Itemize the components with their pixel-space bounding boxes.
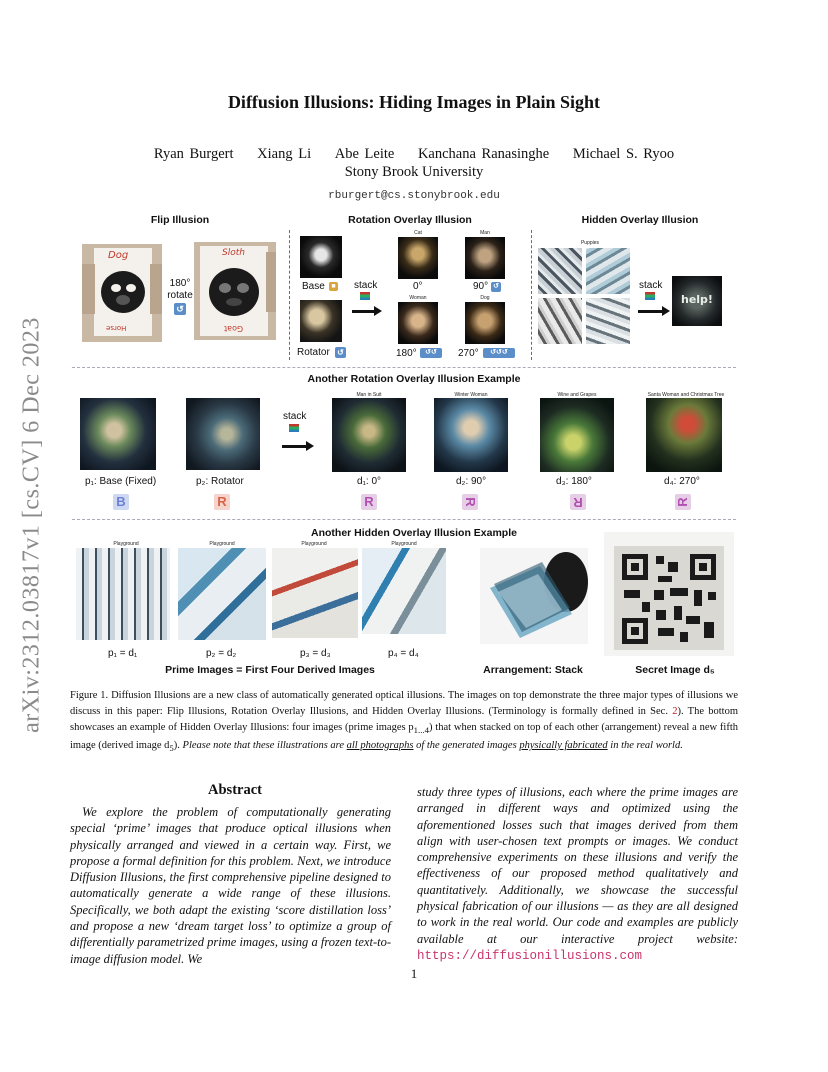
arrow-right [638,310,664,313]
secret-image-subtitle: Secret Image d₅ [635,664,715,676]
author-name: Ryan Burgert [153,146,234,162]
section-divider [72,367,736,368]
prime-images-subtitle: Prime Images = First Four Derived Images [165,664,375,676]
caption-sub: 5 [169,743,174,754]
rotation-example-image [80,398,156,470]
image-label: d₄: 270° [664,476,700,487]
rotate-word: rotate [167,290,193,301]
abstract-right-column [417,784,738,964]
caption-sub: 1...4 [413,725,429,736]
abstract-heading: Abstract [208,782,262,798]
arxiv-stamp [12,290,52,760]
rotation-example-image [646,398,722,472]
output-caption: Man in Suit [356,392,382,398]
separator-dashed [531,230,532,360]
stack-icon [289,424,299,432]
playground-image [362,548,446,634]
flip-card2-text-bottom: Goat [224,324,244,333]
section-reference-link[interactable]: 2 [672,706,678,717]
output-caption: Santa Woman and Christmas Tree [647,392,725,398]
angle-label: 90° [473,281,489,292]
author-name: Kanchana Ranasinghe [417,146,550,162]
output-caption: Woman [409,295,427,301]
angle-label: 0° [413,281,423,292]
angle-label: 270° [458,348,479,359]
image-label: p₁: Base (Fixed) [85,476,157,487]
arrangement-subtitle: Arrangement: Stack [483,664,583,676]
hidden-caption: Puppies [580,240,600,246]
project-website-link[interactable]: https://diffusionillusions.com [417,948,643,963]
author-name: Xiang Li [257,146,312,162]
flip-card-dog [82,244,162,342]
caption-lead: Figure 1. Diffusion Illusions are a new class of automatically generated optical illusions. The images on top demonstrate the three major types of illusions we discuss in this paper: Flip Illusions, Rotation Overlay Illusions, and Hidden Overlay Illusions. (Terminology is formally defined in Sec. [70,690,738,717]
arxiv-stamp-text: arXiv:2312.03817v1 [cs.CV] 6 Dec 2023 [18,317,45,733]
prime-caption: Playground [209,541,235,547]
output-caption: Dog [480,295,490,301]
prime-image [586,248,630,294]
stack-label: stack [639,280,663,291]
image-label: p₁ = d₁ [108,648,138,659]
letter-b-icon: B [113,494,129,510]
caption-middle3: ). [173,740,183,752]
letter-r-icon: R [675,494,691,510]
separator-dashed [289,230,290,360]
lock-icon: ■ [329,282,338,291]
playground-image [76,548,170,640]
hidden-overlay-heading: Hidden Overlay Illusion [581,214,699,226]
rotation-example-image [332,398,406,472]
rotation-base-image [300,236,342,278]
image-label: p₂: Rotator [196,476,244,487]
rotate-icon: ↺ [335,347,346,358]
rotation-example-image [186,398,260,470]
rotation-example-image [434,398,508,472]
image-label: d₁: 0° [357,476,382,487]
paper-title: Diffusion Illusions: Hiding Images in Plain Sight [227,92,601,112]
output-caption: Wine and Grapes [557,392,597,398]
arrow-right [352,310,376,313]
rotation-output-image [465,237,505,279]
caption-italic: Please note that these illustrations are [182,740,347,752]
letter-r-icon: R [214,494,230,510]
abstract-right-text: study three types of illusions, each where the prime images are arranged in different ways and optimized using the aforementioned losses such that images derived from them align with user-chosen text prompts or images. We conduct comprehensive experiments on these illusions and verify the effectiveness of our proposed method qualitatively and quantitatively. Additionally, we showcase the successful physical fabrication of our illusions — as they are all designed to work in the real world. Our code and examples are publicly available at our interactive project website: [417,785,738,946]
caption-underline: physically fabricated [519,740,608,752]
caption-middle: ). The bottom showcases an example of Hidden Overlay Illusions: four images (prime images p [70,706,738,733]
flip-card-sloth [194,242,276,340]
output-caption: Winter Woman [454,392,488,398]
author-name: Michael S. Ryoo [572,146,675,162]
prime-image [538,248,582,294]
rotation-output-image [398,237,438,279]
rotate-icon: ↺ [174,303,186,315]
author-name: Abe Leite [334,146,395,162]
letter-r-icon: R [462,494,478,510]
stack-label: stack [354,280,378,291]
caption-middle2: ) that when stacked on top of each other (arrangement) reveal a new fifth image (derived image d [70,722,739,752]
rotator-label: Rotator [297,347,330,358]
arrow-right [282,445,308,448]
image-label: p₄ = d₄ [388,648,419,659]
letter-r-icon: R [361,494,377,510]
image-label: p₃ = d₃ [300,648,331,659]
image-label: d₂: 90° [456,476,487,487]
prime-caption: Playground [301,541,327,547]
caption-underline: all photographs [346,740,414,752]
rotation-example-image [540,398,614,472]
rotate-icon: ↺↺↺ [483,348,515,358]
stack-arrangement-photo [480,548,588,644]
prime-image [538,298,582,344]
rotate-icon: ↺↺ [420,348,442,358]
figure-caption [70,688,738,756]
abstract-left-column: We explore the problem of computationally generating special ‘prime’ images that produce optical illusions when physically arranged and viewed in a certain way. First, we propose a formal definition for this problem. Next, we introduce Diffusion Illusions, the first comprehensive pipeline designed to automatically generate a wide range of these illusions. Specifically, we both adapt the existing ‘score distillation loss’ and propose a new ‘dream target loss’ to optimize a group of differentially parametrized prime images, using a frozen text-to-image diffusion model. We [70,805,391,966]
playground-image [178,548,266,640]
prime-caption: Playground [391,541,417,547]
rotation-rotator-image [300,300,342,342]
rotate-label [166,278,194,302]
stack-icon [360,292,370,300]
rotation-example-heading: Another Rotation Overlay Illusion Example [307,373,521,385]
page-number: 1 [410,966,418,981]
playground-image [272,548,358,638]
flip-card-text-bottom: Horse [106,324,127,332]
secret-qr-image [604,532,734,656]
flip-illusion-heading: Flip Illusion [150,214,210,226]
output-caption: Cat [414,230,422,236]
flip-card2-text-top: Sloth [222,248,245,258]
base-label: Base [302,281,325,292]
rotation-output-image [398,302,438,344]
rotate-angle: 180° [169,278,191,289]
angle-label: 180° [396,348,417,359]
affiliation: Stony Brook University [344,164,484,180]
rotate-icon: ↺ [491,282,501,292]
author-list [0,146,828,163]
hidden-example-heading: Another Hidden Overlay Illusion Example [311,527,517,539]
hidden-result-image [672,276,722,326]
output-caption: Man [480,230,490,236]
stack-icon [645,292,655,300]
letter-r-icon: R [570,494,586,510]
rotation-overlay-heading: Rotation Overlay Illusion [348,214,472,226]
prime-image [586,298,630,344]
flip-card-text-top: Dog [108,250,129,261]
caption-italic: of the generated images [413,740,520,752]
image-label: d₃: 180° [556,476,592,487]
stack-label: stack [283,411,307,422]
section-divider [72,519,736,520]
hidden-result-text: help! [681,293,713,306]
image-label: p₂ = d₂ [206,648,237,659]
email[interactable]: rburgert@cs.stonybrook.edu [328,190,500,202]
rotation-output-image [465,302,505,344]
caption-italic: in the real world. [607,740,683,752]
prime-caption: Playground [113,541,139,547]
